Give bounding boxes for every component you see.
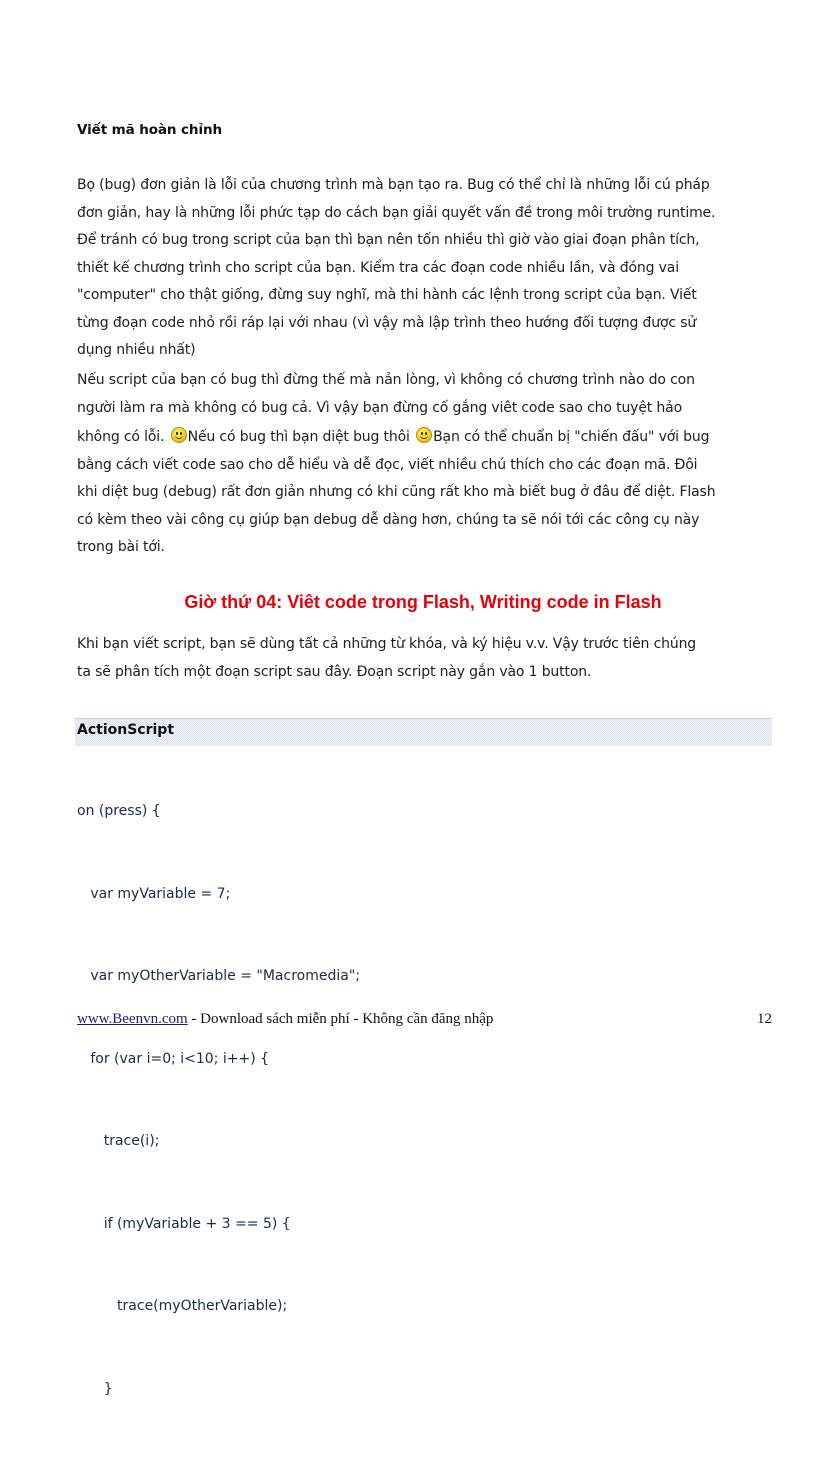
paragraph-line: người làm ra mà không có bug cả. Vì vậy bạn đừng cố gắng viêt code sao cho tuyệt hảo xyxy=(77,399,682,416)
paragraph-line: khi diệt bug (debug) rất đơn giản nhưng có khi cũng rất kho mà biết bug ở đâu để diệt. Flash xyxy=(77,484,716,500)
paragraph-line: Bọ (bug) đơn giản là lỗi của chương trình mà bạn tạo ra. Bug có thể chỉ là những lỗi cú pháp xyxy=(77,177,710,193)
code-line: trace(i); xyxy=(77,1133,160,1149)
text-segment: Bạn có thể chuẩn bị "chiến đấu" với bug xyxy=(433,429,710,445)
code-line: } xyxy=(77,1380,113,1397)
paragraph-line-with-emoticons xyxy=(77,422,797,452)
text-segment: không có lỗi. xyxy=(77,429,169,445)
chapter-title: Giờ thứ 04: Viêt code trong Flash, Writing code in Flash xyxy=(184,592,662,612)
footer-website-link[interactable]: www.Beenvn.com xyxy=(77,1011,188,1027)
paragraph-script-intro xyxy=(77,631,797,686)
paragraph-line: từng đoạn code nhỏ rồi ráp lại với nhau (vì vậy mà lập trình theo hướng đối tượng được sử xyxy=(77,314,697,331)
paragraph-line: Khi bạn viết script, bạn sẽ dùng tất cả những từ khóa, và ký hiệu v.v. Vậy trước tiên chúng xyxy=(77,636,697,652)
paragraph-line: thiết kế chương trình cho script của bạn. Kiểm tra các đoạn code nhiều lần, và đóng vai xyxy=(77,259,679,276)
paragraph-line: Nếu script của bạn có bug thì đừng thế mà nản lòng, vì không có chương trình nào do con xyxy=(77,372,695,388)
code-line: for (var i=0; i<10; i++) { xyxy=(77,1050,270,1067)
smiley-icon xyxy=(416,427,432,443)
paragraph-line: bằng cách viết code sao cho dễ hiểu và dễ đọc, viết nhiều chú thích cho các đoạn mã. Đôi xyxy=(77,456,698,473)
paragraph-line: có kèm theo vài công cụ giúp bạn debug dễ dàng hơn, chúng ta sẽ nói tới các công cụ này xyxy=(77,511,700,528)
paragraph-line: ta sẽ phân tích một đoạn script sau đây. Đoạn script này gắn vào 1 button. xyxy=(77,663,592,680)
paragraph-line: đơn giản, hay là những lỗi phức tạp do cách bạn giải quyết vấn đề trong môi trường runtime. xyxy=(77,204,716,221)
page-footer xyxy=(77,1011,772,1028)
paragraph-line: trong bài tới. xyxy=(77,539,165,555)
code-line: var myOtherVariable = "Macromedia"; xyxy=(77,968,360,984)
paragraph-bugs-intro xyxy=(77,172,797,365)
paragraph-line: Để tránh có bug trong script của bạn thì bạn nên tốn nhiều thì giờ vào giai đoạn phân tích, xyxy=(77,232,700,248)
code-line: if (myVariable + 3 == 5) { xyxy=(77,1215,291,1232)
paragraph-debugging xyxy=(77,367,797,562)
code-line: trace(myOtherVariable); xyxy=(77,1298,288,1314)
text-segment: Nếu có bug thì bạn diệt bug thôi xyxy=(187,429,415,445)
code-block-header xyxy=(75,718,772,746)
code-language-label: ActionScript xyxy=(77,722,175,738)
paragraph-line: dụng nhiều nhất) xyxy=(77,342,196,358)
code-line: on (press) { xyxy=(77,803,161,819)
smiley-icon xyxy=(171,427,187,443)
page-number: 12 xyxy=(757,1011,772,1027)
paragraph-line: "computer" cho thật giống, đừng suy nghĩ, mà thi hành các lệnh trong script của bạn. Viết xyxy=(77,287,697,303)
code-block xyxy=(77,743,360,1458)
section-heading: Viết mã hoàn chỉnh xyxy=(77,122,222,138)
footer-text: - Download sách miễn phí - Không cần đăng nhập xyxy=(187,1011,494,1027)
code-line: var myVariable = 7; xyxy=(77,885,231,902)
